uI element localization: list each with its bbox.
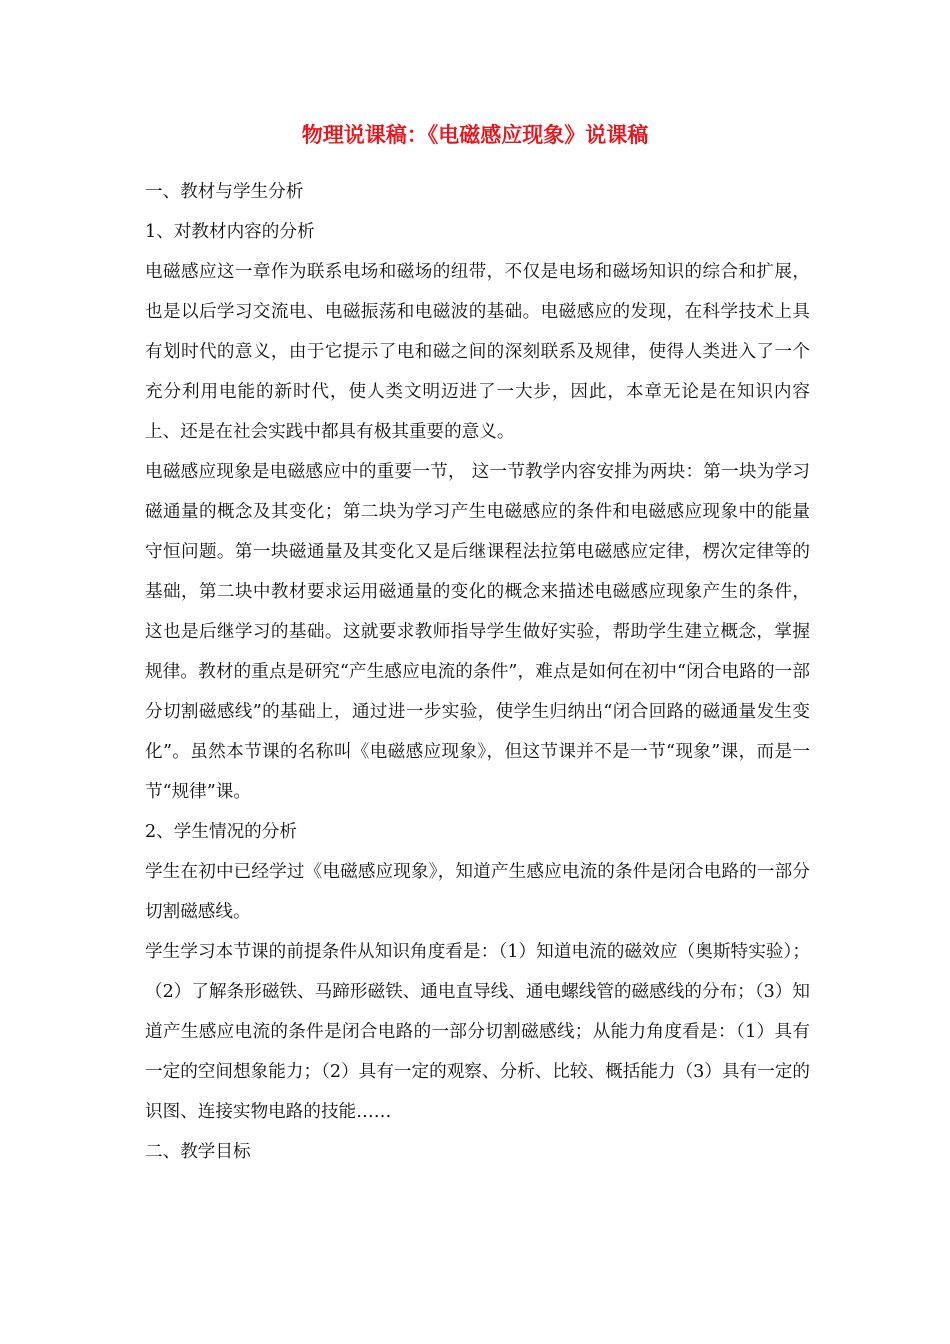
document-title: 物理说课稿：《电磁感应现象》说课稿 [301, 122, 649, 147]
document-body [145, 172, 810, 1172]
paragraph-student-prerequisites: 学生学习本节课的前提条件从知识角度看是：（1）知道电流的磁效应（奥斯特实验）；（2）了解条形磁铁、马蹄形磁铁、通电直导线、通电螺线管的磁感线的分布；（3）知道产生感应电流的条件是闭合电路的一部分切割磁感线；从能力角度看是：（1）具有一定的空间想象能力；（2）具有一定的观察、分析、比较、概括能力（3）具有一定的识图、连接实物电路的技能…… [145, 942, 810, 1122]
section-heading-1: 一、教材与学生分析 [145, 182, 304, 202]
paragraph-textbook-section: 电磁感应现象是电磁感应中的重要一节， 这一节教学内容安排为两块：第一块为学习磁通量的概念及其变化；第二块为学习产生电磁感应的条件和电磁感应现象中的能量守恒问题。第一块磁通量及其变化又是后继课程法拉第电磁感应定律，楞次定律等的基础，第二块中教材要求运用磁通量的变化的概念来描述电磁感应现象产生的条件，这也是后继学习的基础。这就要求教师指导学生做好实验，帮助学生建立概念，掌握规律。教材的重点是研究“产生感应电流的条件”，难点是如何在初中“闭合电路的一部分切割磁感线”的基础上，通过进一步实验，使学生归纳出“闭合回路的磁通量发生变化”。虽然本节课的名称叫《电磁感应现象》，但这节课并不是一节“现象”课，而是一节“规律”课。 [145, 462, 810, 802]
subsection-heading-1-1: 1、对教材内容的分析 [145, 222, 315, 242]
paragraph-student-background: 学生在初中已经学过《电磁感应现象》，知道产生感应电流的条件是闭合电路的一部分切割磁感线。 [145, 862, 810, 922]
paragraph-textbook-chapter: 电磁感应这一章作为联系电场和磁场的纽带，不仅是电场和磁场知识的综合和扩展，也是以后学习交流电、电磁振荡和电磁波的基础。电磁感应的发现，在科学技术上具有划时代的意义，由于它提示了电和磁之间的深刻联系及规律，使得人类进入了一个充分利用电能的新时代，使人类文明迈进了一大步，因此，本章无论是在知识内容上、还是在社会实践中都具有极其重要的意义。 [145, 262, 810, 442]
section-heading-2: 二、教学目标 [145, 1142, 251, 1162]
subsection-heading-1-2: 2、学生情况的分析 [145, 822, 297, 842]
